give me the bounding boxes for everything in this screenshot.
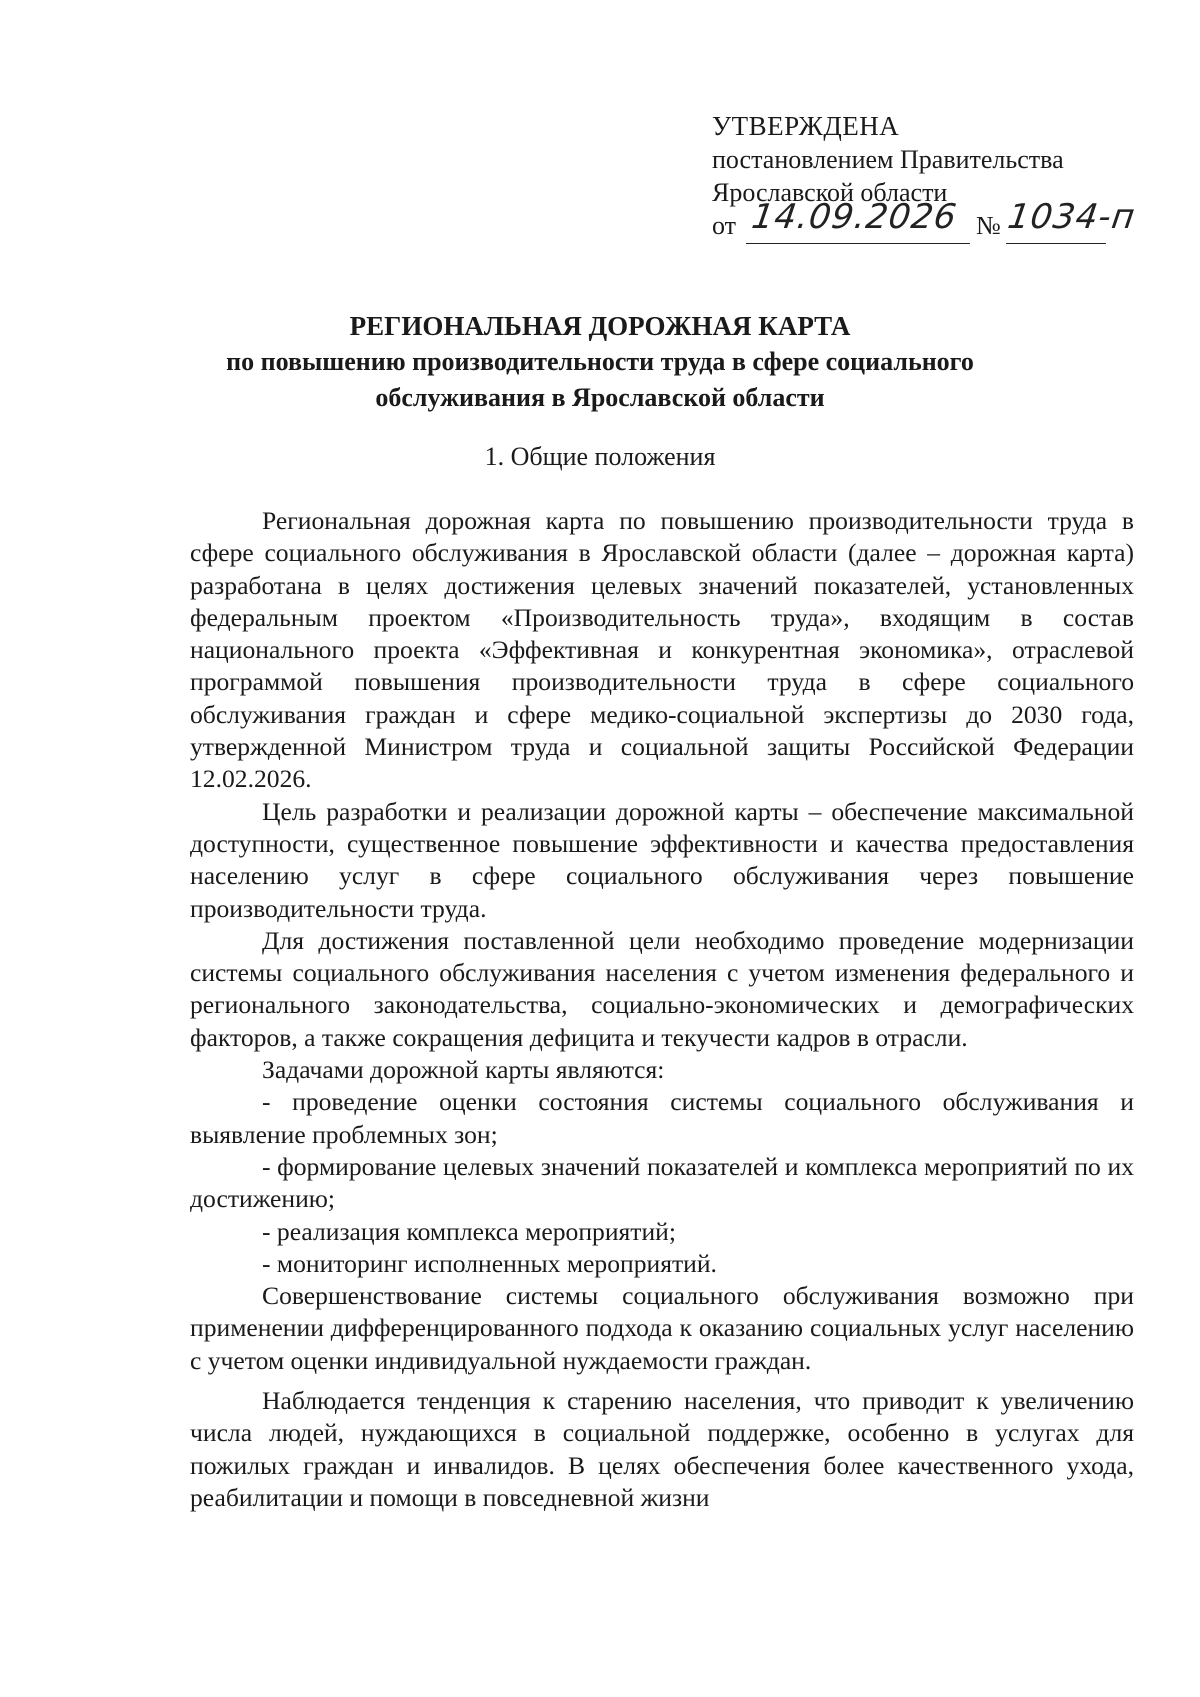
document-body <box>190 505 1134 1514</box>
number-underline <box>1006 243 1106 244</box>
date-prefix: от <box>712 211 737 240</box>
date-underline <box>746 243 970 244</box>
title-line-2: по повышению производительности труда в сфере социального <box>226 347 974 376</box>
task-item: - мониторинг исполненных мероприятий. <box>262 1248 717 1278</box>
approval-line-1: постановлением Правительства <box>712 145 1064 174</box>
task-item: - проведение оценки состояния системы социального обслуживания и выявление проблемных зон; <box>190 1087 1134 1149</box>
handwritten-number: 1034-п <box>1005 197 1138 237</box>
title-line-3: обслуживания в Ярославской области <box>375 383 825 412</box>
paragraph: Наблюдается тенденция к старению населения, что приводит к увеличению числа людей, нуждающихся в социальной поддержке, особенно в услугах для пожилых граждан и инвалидов. В целях обеспечения более качественного ухода, реабилитации и помощи в повседневной жизни <box>190 1386 1134 1512</box>
approval-stamp-block <box>712 110 1138 249</box>
paragraph: Цель разработки и реализации дорожной карты – обеспечение максимальной доступности, существенное повышение эффективности и качества предоставления населению услуг в сфере социального обслуживания через повышение производительности труда. <box>190 796 1134 923</box>
document-title <box>150 308 1050 416</box>
approval-line-2: Ярославской области <box>712 178 948 207</box>
number-prefix: № <box>976 211 1001 240</box>
title-line-1: РЕГИОНАЛЬНАЯ ДОРОЖНАЯ КАРТА <box>349 311 851 341</box>
paragraph: Региональная дорожная карта по повышению производительности труда в сфере социального обслуживания в Ярославской области (далее – дорожная карта) разработана в целях достижения целевых значений показателей, установленных федеральным проектом «Производительность труда», входящим в состав национального проекта «Эффективная и конкурентная экономика», отраслевой программой повышения производительности труда в сфере социального обслуживания граждан и сфере медико-социальной экспертизы до 2030 года, утвержденной Министром труда и социальной защиты Российской Федерации 12.02.2026. <box>190 506 1134 794</box>
paragraph: Для достижения поставленной цели необходимо проведение модернизации системы социального обслуживания населения с учетом изменения федерального и регионального законодательства, социально-экономических и демографических факторов, а также сокращения дефицита и текучести кадров в отрасли. <box>190 925 1134 1052</box>
handwritten-date: 14.09.2026 <box>749 197 960 237</box>
task-item: - реализация комплекса мероприятий; <box>262 1216 676 1246</box>
task-item: - формирование целевых значений показателей и комплекса мероприятий по их достижению; <box>190 1151 1134 1214</box>
paragraph: Совершенствование системы социального обслуживания возможно при применении дифференцированного подхода к оказанию социальных услуг населению с учетом оценки индивидуальной нуждаемости граждан. <box>190 1281 1134 1375</box>
section-heading: 1. Общие положения <box>484 442 716 471</box>
approval-date-number-row <box>712 197 1138 249</box>
paragraph: Задачами дорожной карты являются: <box>262 1055 665 1085</box>
approval-heading: УТВЕРЖДЕНА <box>712 111 900 141</box>
